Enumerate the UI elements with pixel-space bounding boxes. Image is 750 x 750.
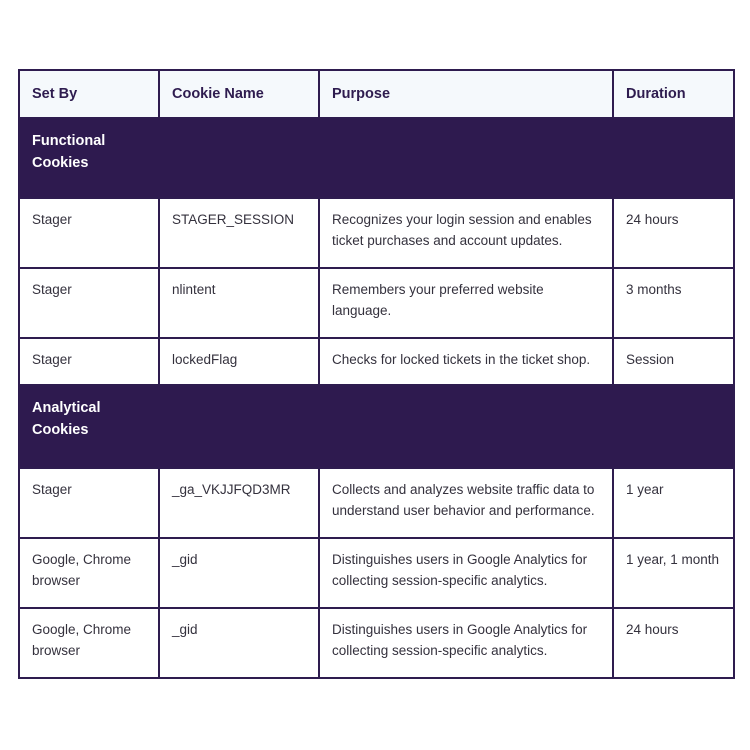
cell-purpose: Collects and analyzes website traffic data to understand user behavior and performance.: [319, 468, 613, 538]
cookie-table: [18, 69, 735, 679]
cell-cookie-name: STAGER_SESSION: [159, 198, 319, 268]
cell-purpose: Recognizes your login session and enables ticket purchases and account updates.: [319, 198, 613, 268]
cell-cookie-name: lockedFlag: [159, 338, 319, 385]
header-set-by: Set By: [19, 70, 159, 118]
cell-set-by: Stager: [19, 268, 159, 338]
cell-duration: 1 year: [613, 468, 734, 538]
table-row: [19, 538, 734, 608]
cell-purpose: Remembers your preferred website language.: [319, 268, 613, 338]
section-cell: [19, 118, 159, 198]
cell-set-by: Stager: [19, 468, 159, 538]
section-row-analytical: [19, 385, 734, 468]
cell-duration: Session: [613, 338, 734, 385]
section-title-analytical: Analytical Cookies: [32, 400, 101, 438]
table-row: [19, 338, 734, 385]
header-row: [19, 70, 734, 118]
table-row: [19, 468, 734, 538]
section-cell: [613, 118, 734, 198]
section-cell: [159, 385, 319, 468]
section-cell: [19, 385, 159, 468]
cell-purpose: Distinguishes users in Google Analytics for collecting session-specific analytics.: [319, 538, 613, 608]
cell-cookie-name: _ga_VKJJFQD3MR: [159, 468, 319, 538]
table-row: [19, 608, 734, 678]
cell-cookie-name: nlintent: [159, 268, 319, 338]
cell-purpose: Checks for locked tickets in the ticket shop.: [319, 338, 613, 385]
section-title-functional: Functional Cookies: [32, 133, 106, 171]
cell-duration: 1 year, 1 month: [613, 538, 734, 608]
section-cell: [613, 385, 734, 468]
cell-purpose: Distinguishes users in Google Analytics for collecting session-specific analytics.: [319, 608, 613, 678]
table-row: [19, 268, 734, 338]
cell-duration: 24 hours: [613, 608, 734, 678]
header-purpose: Purpose: [319, 70, 613, 118]
table-row: [19, 198, 734, 268]
cell-set-by: Stager: [19, 198, 159, 268]
cell-duration: 24 hours: [613, 198, 734, 268]
cookie-table-container: [18, 69, 733, 679]
cell-set-by: Google, Chrome browser: [19, 538, 159, 608]
cell-set-by: Google, Chrome browser: [19, 608, 159, 678]
header-cookie-name: Cookie Name: [159, 70, 319, 118]
cell-set-by: Stager: [19, 338, 159, 385]
header-duration: Duration: [613, 70, 734, 118]
section-row-functional: [19, 118, 734, 198]
cell-duration: 3 months: [613, 268, 734, 338]
section-cell: [159, 118, 319, 198]
section-cell: [319, 118, 613, 198]
section-cell: [319, 385, 613, 468]
cell-cookie-name: _gid: [159, 538, 319, 608]
cell-cookie-name: _gid: [159, 608, 319, 678]
